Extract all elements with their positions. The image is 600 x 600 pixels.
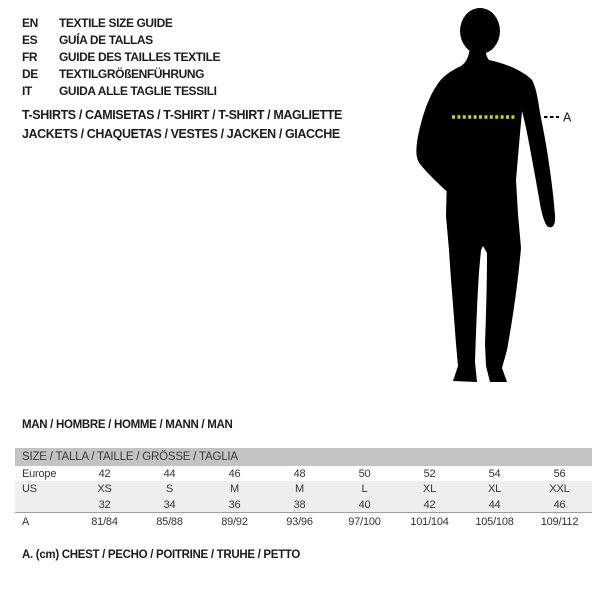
table-cell: 89/92 [221, 516, 248, 528]
row-label: A [22, 516, 30, 528]
language-label: GUÍA DE TALLAS [59, 32, 153, 47]
man-silhouette-figure [390, 0, 595, 400]
table-cell: 48 [293, 467, 306, 480]
table-cell: 36 [228, 498, 241, 511]
table-cell: 38 [293, 498, 306, 511]
table-row-numeric [15, 497, 592, 512]
table-cell: 81/84 [91, 516, 118, 528]
table-cell: 42 [423, 498, 436, 511]
section-title-man: MAN / HOMBRE / HOMME / MANN / MAN [22, 419, 233, 431]
table-cell: 46 [228, 467, 241, 480]
measurement-footnote: A. (cm) CHEST / PECHO / POITRINE / TRUHE / PETTO [22, 549, 301, 561]
table-cell: 85/88 [156, 516, 183, 528]
language-label: GUIDA ALLE TAGLIE TESSILI [59, 83, 217, 98]
table-cell: M [295, 483, 304, 495]
table-cell: 109/112 [540, 516, 579, 528]
table-cell: XXL [549, 483, 570, 495]
language-code: DE [22, 66, 38, 81]
table-cell: 101/104 [410, 516, 449, 528]
product-line-jackets: JACKETS / CHAQUETAS / VESTES / JACKEN / GIACCHE [22, 127, 340, 141]
table-cell: 52 [423, 467, 436, 480]
size-table-header-label: SIZE / TALLA / TAILLE / GRÖSSE / TAGLIA [22, 451, 238, 463]
row-label: Europe [22, 467, 57, 480]
table-cell: 46 [553, 498, 566, 511]
language-row-en [22, 14, 220, 31]
table-cell: 32 [98, 498, 111, 511]
measure-label-a: A [563, 110, 572, 125]
table-cell: 44 [488, 498, 501, 511]
language-code: FR [22, 49, 38, 64]
table-row-europe [15, 466, 592, 481]
product-types [22, 106, 342, 144]
language-code: EN [22, 15, 38, 30]
table-cell: L [361, 483, 368, 495]
language-title-list [22, 14, 220, 99]
man-silhouette-icon [416, 46, 555, 382]
language-code: ES [22, 32, 38, 47]
size-table [15, 448, 592, 531]
table-cell: 97/100 [348, 516, 381, 528]
table-cell: XS [97, 483, 112, 495]
size-table-header [15, 448, 592, 466]
table-cell: 40 [358, 498, 371, 511]
table-cell: 44 [163, 467, 176, 480]
table-cell: M [230, 483, 239, 495]
table-row-us [15, 481, 592, 497]
language-row-es [22, 31, 220, 48]
table-cell: 105/108 [475, 516, 514, 528]
table-cell: 42 [98, 467, 111, 480]
language-row-fr [22, 48, 220, 65]
language-row-it [22, 82, 220, 99]
product-line-tshirts: T-SHIRTS / CAMISETAS / T-SHIRT / T-SHIRT / MAGLIETTE [22, 108, 342, 122]
table-cell: 56 [553, 467, 566, 480]
language-label: TEXTILGRÖßENFÜHRUNG [59, 66, 205, 81]
language-label: GUIDE DES TAILLES TEXTILE [59, 49, 221, 64]
row-label: US [22, 483, 37, 495]
table-cell: 34 [163, 498, 176, 511]
table-cell: 50 [358, 467, 371, 480]
table-cell: 54 [488, 467, 501, 480]
language-label: TEXTILE SIZE GUIDE [59, 15, 173, 30]
table-cell: 93/96 [286, 516, 313, 528]
table-cell: S [165, 483, 174, 495]
language-row-de [22, 65, 220, 82]
table-row-chest-a [15, 512, 592, 531]
table-cell: XL [422, 483, 437, 495]
language-code: IT [22, 83, 32, 98]
table-cell: XL [487, 483, 502, 495]
